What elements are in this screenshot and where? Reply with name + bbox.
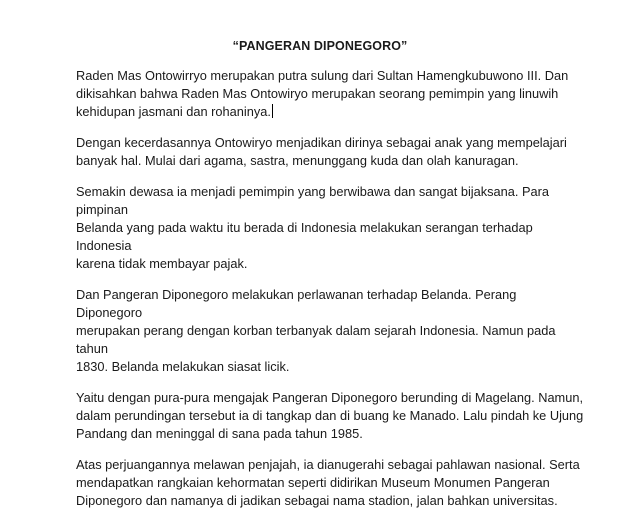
paragraph-line: banyak hal. Mulai dari agama, sastra, menunggang kuda dan olah kanuragan. [76,153,519,168]
paragraph-1 [76,67,586,121]
paragraph-line: dikisahkan bahwa Raden Mas Ontowiryo merupakan seorang pemimpin yang linuwih [76,86,559,101]
paragraph-line: Raden Mas Ontowirryo merupakan putra sulung dari Sultan Hamengkubuwono III. Dan [76,68,569,83]
paragraph-line: Diponegoro dan namanya di jadikan sebagai nama stadion, jalan bahkan universitas. [76,493,558,508]
paragraph-line: dalam perundingan tersebut ia di tangkap dan di buang ke Manado. Lalu pindah ke Ujung [76,408,584,423]
document-body[interactable] [76,67,586,523]
paragraph-line: merupakan perang dengan korban terbanyak dalam sejarah Indonesia. Namun pada tahun [76,323,556,356]
paragraph-line: 1830. Belanda melakukan siasat licik. [76,359,290,374]
paragraph-2 [76,134,586,170]
paragraph-line: mendapatkan rangkaian kehormatan seperti didirikan Museum Monumen Pangeran [76,475,550,490]
paragraph-line: Dan Pangeran Diponegoro melakukan perlawanan terhadap Belanda. Perang Diponegoro [76,287,517,320]
paragraph-line: Pandang dan meninggal di sana pada tahun 1985. [76,426,363,441]
paragraph-line: Belanda yang pada waktu itu berada di Indonesia melakukan serangan terhadap Indonesia [76,220,533,253]
paragraph-5 [76,389,586,443]
paragraph-line: Semakin dewasa ia menjadi pemimpin yang berwibawa dan sangat bijaksana. Para pimpinan [76,184,550,217]
paragraph-6 [76,456,586,510]
paragraph-4 [76,286,586,376]
paragraph-line: kehidupan jasmani dan rohaninya. [76,104,271,119]
document-title: “PANGERAN DIPONEGORO” [232,39,408,53]
paragraph-line: Dengan kecerdasannya Ontowiryo menjadikan dirinya sebagai anak yang mempelajari [76,135,567,150]
paragraph-line: Yaitu dengan pura-pura mengajak Pangeran Diponegoro berunding di Magelang. Namun, [76,390,584,405]
paragraph-line: karena tidak membayar pajak. [76,256,248,271]
text-cursor [272,104,273,118]
paragraph-3 [76,183,586,273]
paragraph-line: Atas perjuangannya melawan penjajah, ia dianugerahi sebagai pahlawan nasional. Serta [76,457,580,472]
